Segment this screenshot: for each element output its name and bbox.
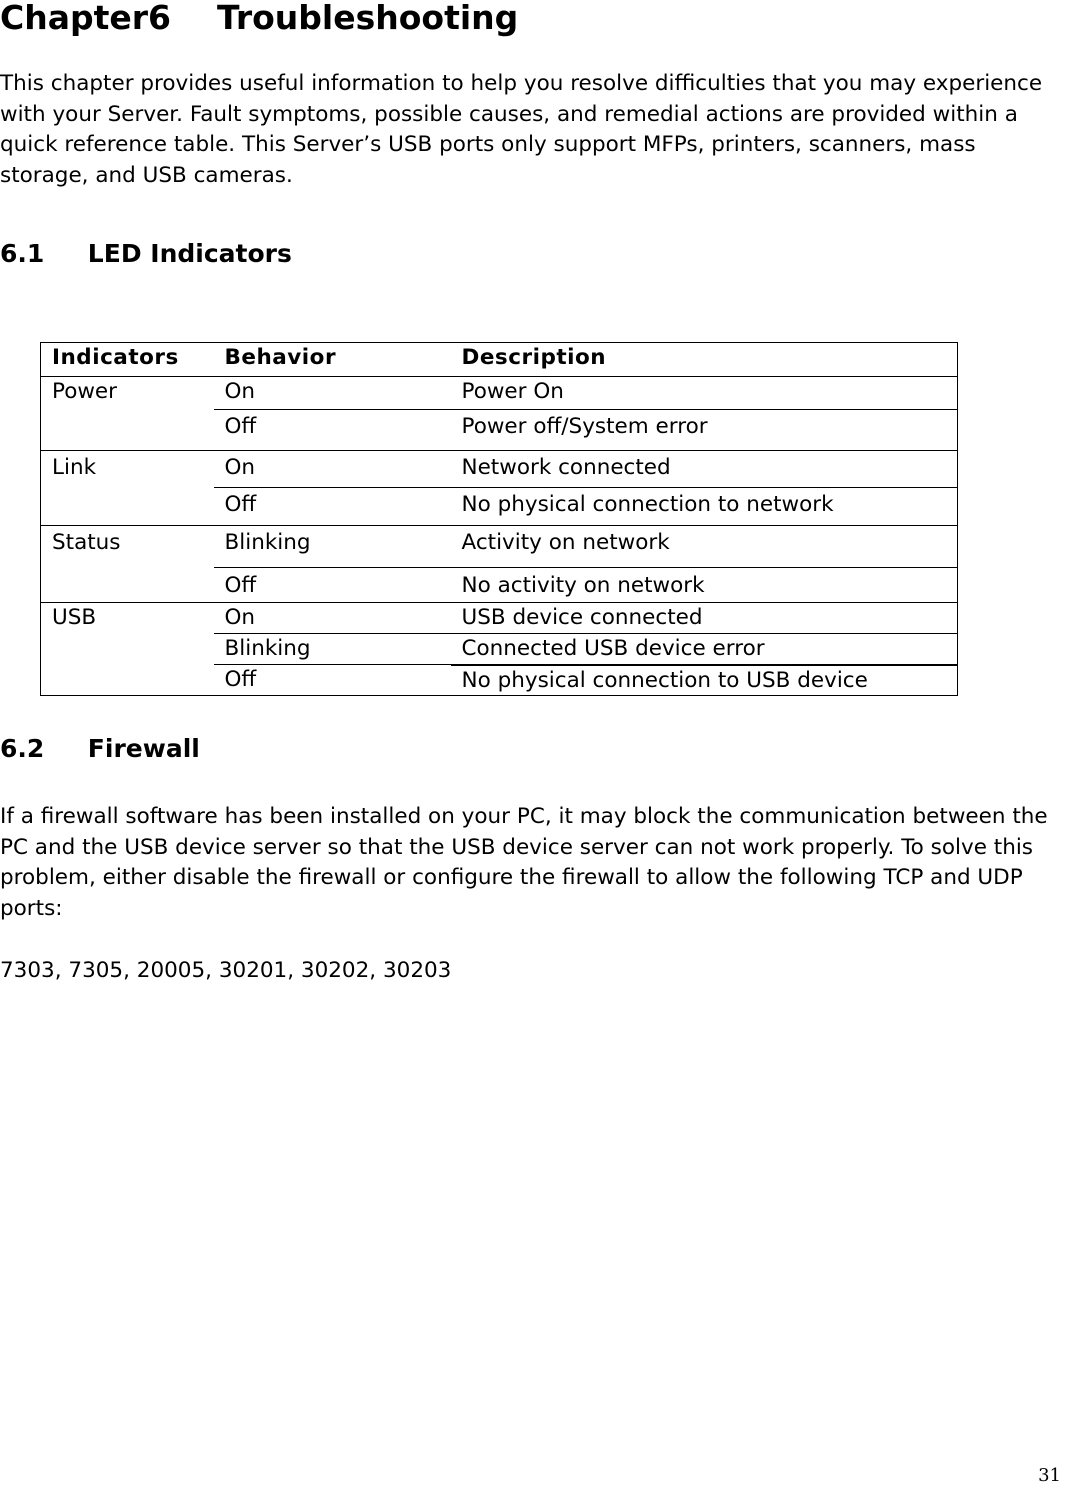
page-number: 31 — [1038, 1465, 1061, 1486]
description-cell: Power On — [451, 377, 958, 410]
section-heading-led-indicators: 6.1 LED Indicators — [0, 239, 292, 268]
table-row — [41, 526, 958, 568]
indicator-cell: USB — [52, 605, 97, 630]
description-cell: No physical connection to network — [451, 488, 958, 526]
indicator-cell — [41, 665, 214, 696]
table-row — [41, 377, 958, 410]
chapter-title: Chapter6 Troubleshooting — [0, 0, 519, 37]
table-row — [41, 568, 958, 603]
description-cell: Power off/System error — [451, 410, 958, 451]
behavior-cell: Blinking — [214, 634, 451, 665]
behavior-cell: Off — [214, 568, 451, 603]
table-row — [41, 410, 958, 451]
firewall-paragraph: If a firewall software has been installed on your PC, it may block the communication between the PC and the USB device server so that the USB device server can not work properly. To solve this problem, either disable the firewall or configure the firewall to allow the following TCP and UDP ports: — [0, 804, 1048, 921]
indicator-cell: Status — [52, 530, 121, 555]
description-cell: USB device connected — [451, 603, 958, 634]
indicator-cell: Power — [52, 379, 118, 404]
column-header-indicators: Indicators — [41, 343, 214, 377]
behavior-cell: On — [214, 451, 451, 488]
behavior-cell: On — [214, 603, 451, 634]
section-heading-firewall: 6.2 Firewall — [0, 734, 200, 763]
description-cell: No physical connection to USB device — [451, 665, 958, 696]
behavior-cell: Blinking — [214, 526, 451, 568]
indicator-cell — [41, 488, 214, 526]
description-cell: Network connected — [451, 451, 958, 488]
description-cell: No activity on network — [451, 568, 958, 603]
description-cell: Activity on network — [451, 526, 958, 568]
table-row — [41, 603, 958, 634]
table-row — [41, 665, 958, 696]
firewall-ports: 7303, 7305, 20005, 30201, 30202, 30203 — [0, 958, 452, 983]
indicator-cell: Link — [52, 455, 97, 480]
behavior-cell: On — [214, 377, 451, 410]
behavior-cell: Off — [214, 665, 451, 696]
behavior-cell: Off — [214, 410, 451, 451]
indicator-cell — [41, 410, 214, 451]
column-header-description: Description — [451, 343, 958, 377]
indicator-cell — [41, 634, 214, 665]
led-indicator-table — [40, 342, 958, 696]
table-row — [41, 634, 958, 665]
table-row — [41, 451, 958, 488]
table-row — [41, 488, 958, 526]
indicator-cell — [41, 568, 214, 603]
table-header-row — [41, 343, 958, 377]
column-header-behavior: Behavior — [214, 343, 451, 377]
behavior-cell: Off — [214, 488, 451, 526]
description-cell: Connected USB device error — [451, 634, 958, 665]
intro-paragraph: This chapter provides useful information to help you resolve difficulties that you may experience with your Server. Fault symptoms, possible causes, and remedial actions are provided within a quick reference table. This Server’s USB ports only support MFPs, printers, scanners, mass storage, and USB cameras. — [0, 71, 1043, 188]
